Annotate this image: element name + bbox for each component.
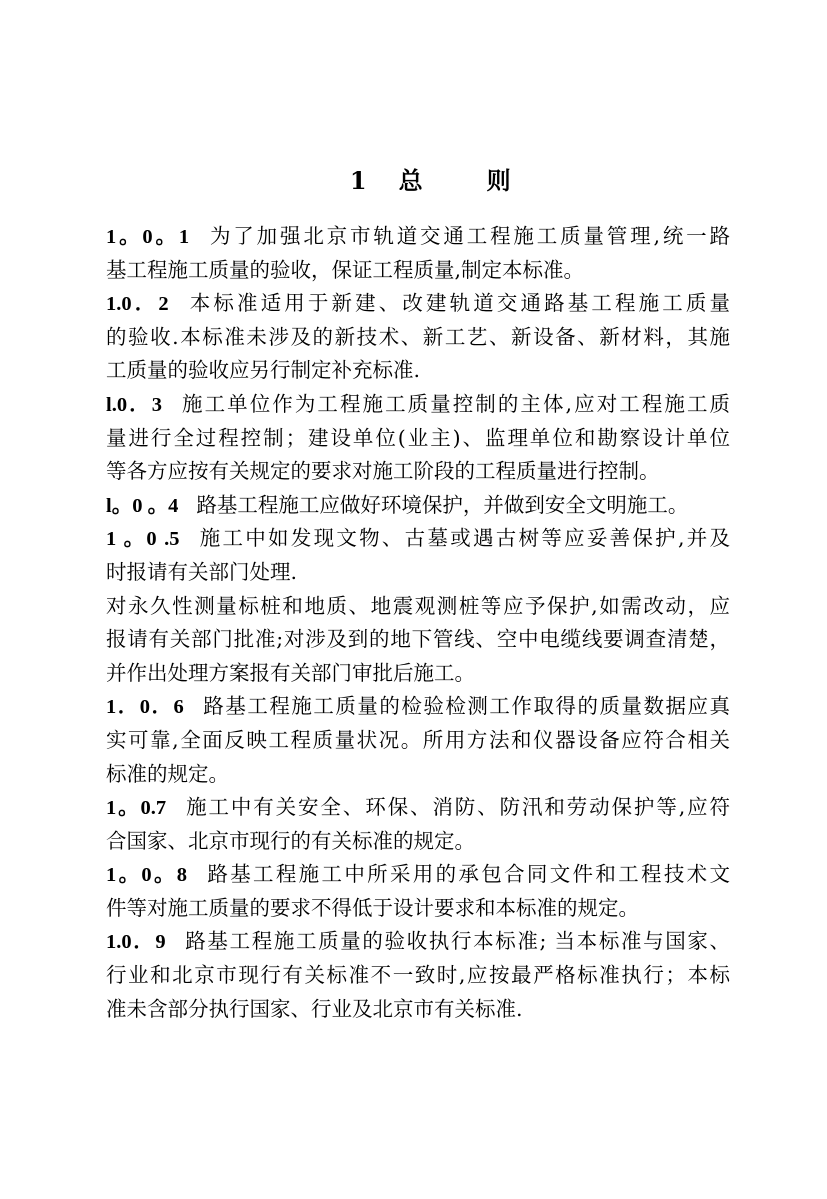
clause-line [106, 287, 730, 321]
clause-text: 工质量的验收应另行制定补充标准. [106, 358, 421, 383]
clause-text: 路基工程施工应做好环境保护，并做到安全文明施工。 [196, 492, 689, 517]
clause-number: 1．0．6 [106, 696, 184, 719]
clause-text: 标准的规定。 [106, 761, 229, 786]
clause-number: 1。0.7 [106, 797, 167, 820]
clause-text: 实可靠,全面反映工程质量状况。所用方法和仪器设备应符合相关 [106, 727, 730, 752]
clause-line [106, 791, 730, 825]
clause-text: 行业和北京市现行有关标准不一致时,应按最严格标准执行；本标 [106, 963, 730, 988]
clause-line [106, 858, 730, 892]
clause-text: 等各方应按有关规定的要求对施工阶段的工程质量进行控制。 [106, 459, 660, 484]
clause-text: 合国家、北京市现行的有关标准的规定。 [106, 828, 475, 853]
clause-line [106, 892, 730, 926]
clause-text: 准未含部分执行国家、行业及北京市有关标准. [106, 996, 523, 1021]
clause-text: 基工程施工质量的验收，保证工程质量,制定本标准。 [106, 257, 585, 282]
clause-line [106, 489, 730, 523]
clause-line [106, 354, 730, 388]
chapter-title [0, 132, 827, 225]
clause-number: 1。0。8 [106, 864, 188, 887]
clause-text: 并作出处理方案报有关部门审批后施工。 [106, 660, 475, 685]
chapter-title-char-1: 总 [398, 166, 423, 195]
clause-line [106, 321, 730, 355]
clause-line [106, 925, 730, 959]
clause-line [106, 959, 730, 993]
clause-line [106, 422, 730, 456]
clauses-body [106, 220, 730, 1026]
clause-text: 路基工程施工中所采用的承包合同文件和工程技术文 [205, 862, 730, 887]
clause-line [106, 657, 730, 691]
clause-number: l。0 。4 [106, 494, 179, 517]
clause-number: 1.0．9 [106, 931, 166, 954]
chapter-title-char-2: 则 [486, 166, 511, 195]
chapter-number: 1 [349, 166, 367, 195]
clause-text: 的验收.本标准未涉及的新技术、新工艺、新设备、新材料，其施 [106, 324, 730, 349]
clause-line [106, 455, 730, 489]
clause-text: 路基工程施工质量的检验检测工作取得的质量数据应真 [201, 694, 731, 719]
clause-number: l.0．3 [106, 393, 162, 416]
clause-text: 施工单位作为工程施工质量控制的主体,应对工程施工质 [179, 391, 731, 416]
clause-number: 1 。0 .5 [106, 528, 180, 551]
clause-text: 时报请有关部门处理. [106, 559, 298, 584]
clause-text: 施工中有关安全、环保、消防、防汛和劳动保护等,应符 [184, 795, 731, 820]
clause-line [106, 993, 730, 1027]
clause-text: 路基工程施工质量的验收执行本标准; 当本标准与国家、 [183, 929, 731, 954]
clause-text: 件等对施工质量的要求不得低于设计要求和本标准的规定。 [106, 895, 639, 920]
clause-line [106, 388, 730, 422]
clause-text: 施工中如发现文物、古墓或遇古树等应妥善保护,并及 [197, 526, 731, 551]
clause-text: 为了加强北京市轨道交通工程施工质量管理,统一路 [207, 224, 731, 248]
clause-line [106, 522, 730, 556]
clause-line [106, 758, 730, 792]
clause-text: 对永久性测量标桩和地质、地震观测桩等应予保护,如需改动，应 [106, 593, 730, 618]
clause-line [106, 690, 730, 724]
clause-line [106, 556, 730, 590]
clause-text: 本标准适用于新建、改建轨道交通路基工程施工质量 [186, 291, 730, 316]
clause-line [106, 254, 730, 288]
clause-line [106, 590, 730, 624]
clause-line [106, 724, 730, 758]
clause-number: 1.0．2 [106, 293, 169, 316]
clause-text: 量进行全过程控制；建设单位(业主)、监理单位和勘察设计单位 [106, 425, 730, 450]
clause-line [106, 623, 730, 657]
clause-line [106, 825, 730, 859]
clause-text: 报请有关部门批准;对涉及到的地下管线、空中电缆线要调查清楚， [106, 627, 730, 652]
clause-number: 1。0。1 [106, 226, 190, 248]
clause-line [106, 220, 730, 254]
